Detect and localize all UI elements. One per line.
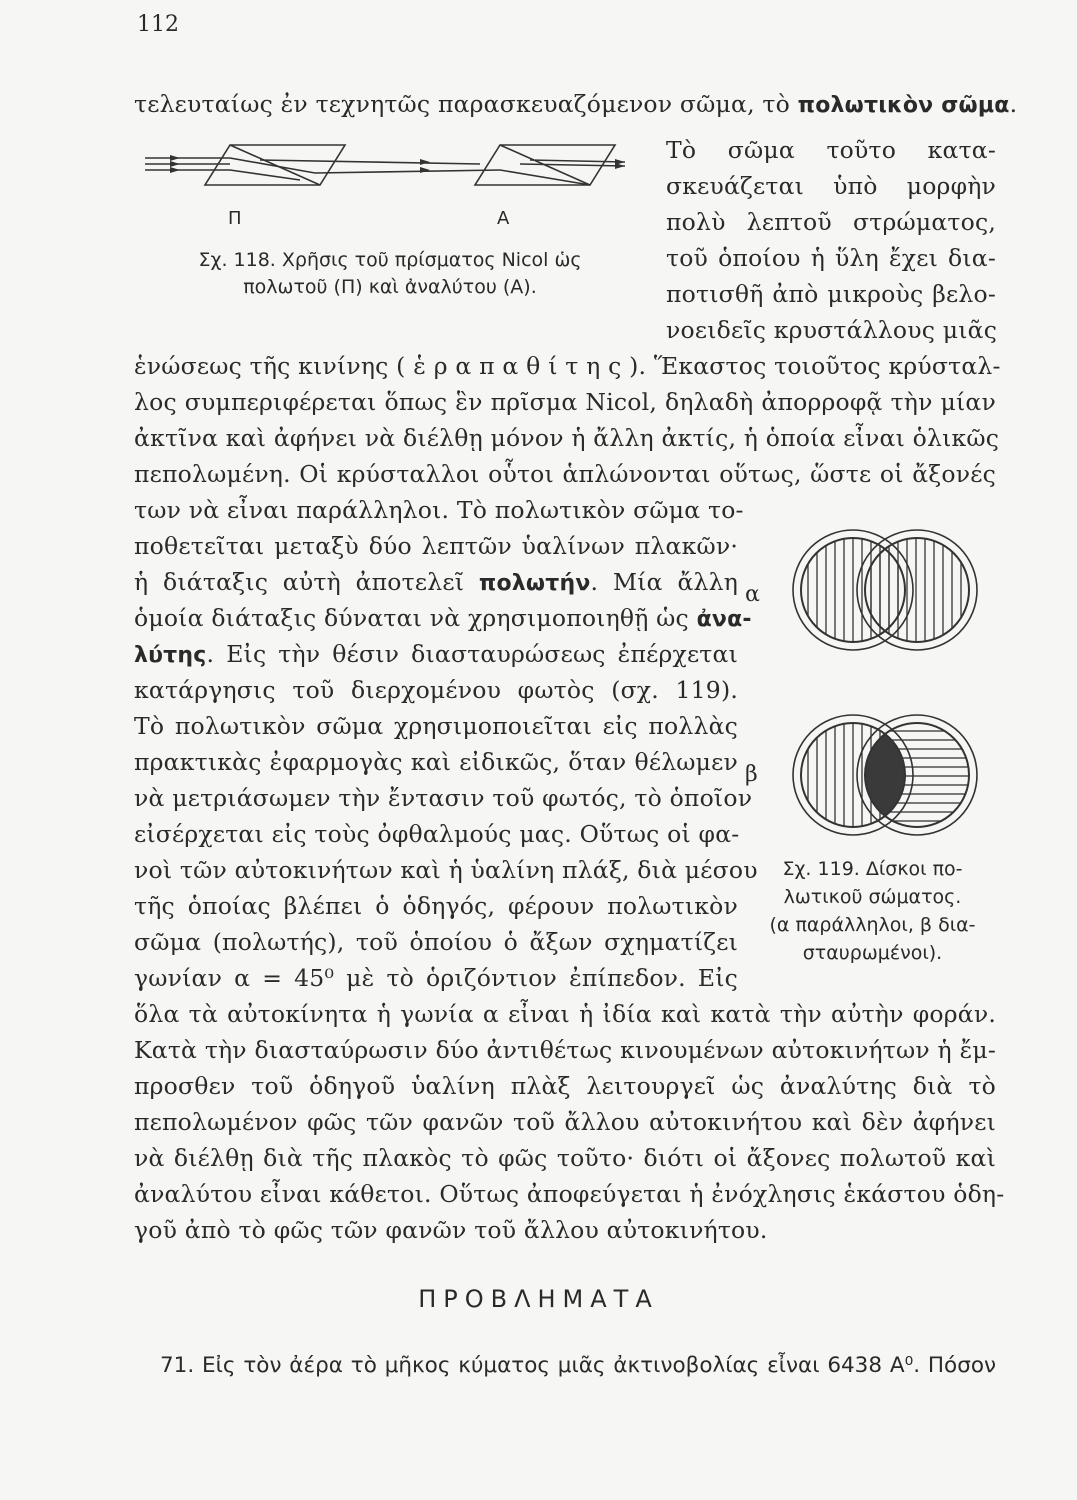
section-heading: ΠΡΟΒΛΗΜΑΤΑ <box>418 1285 659 1313</box>
text-line: κατάργησις τοῦ διερχομένου φωτὸς (σχ. 119). <box>134 676 738 704</box>
text-line: νοειδεῖς κρυστάλλους μιᾶς <box>666 316 998 344</box>
text-line: πρακτικὰς ἐφαρμογὰς καὶ εἰδικῶς, ὅταν θέλωμεν <box>134 748 738 776</box>
text-line: ἀκτῖνα καὶ ἀφήνει νὰ διέλθῃ μόνον ἡ ἄλλη ἀκτίς, ἡ ὁποία εἶναι ὁλικῶς <box>134 424 1000 452</box>
page-number: 112 <box>137 12 179 37</box>
text-line: των νὰ εἶναι παράλληλοι. Τὸ πολωτικὸν σῶμα το- <box>134 496 744 524</box>
disc-pair-crossed <box>793 715 995 835</box>
problem-71: 71. Εἰς τὸν ἀέρα τὸ μῆκος κύματος μιᾶς ἀκτινοβολίας εἶναι 6438 Α⁰. Πόσον <box>160 1353 996 1378</box>
text-line: σῶμα (πολωτής), τοῦ ὁποίου ὁ ἄξων σχηματίζει <box>134 928 738 956</box>
text-line: νοὶ τῶν αὐτοκινήτων καὶ ἡ ὑαλίνη πλάξ, διὰ μέσου <box>134 856 758 884</box>
text-line: πεπολωμένη. Οἱ κρύσταλλοι οὗτοι ἁπλώνονται οὕτως, ὥστε οἱ ἄξονές <box>134 460 996 488</box>
term-polarizing-body: πολωτικὸν σῶμα <box>797 93 1010 118</box>
text-line: πολὺ λεπτοῦ στρώματος, <box>666 208 996 236</box>
text-line: νὰ μετριάσωμεν τὴν ἔντασιν τοῦ φωτός, τὸ ὁποῖον <box>134 784 753 812</box>
text-line: πεπολωμένον φῶς τῶν φανῶν τοῦ ἄλλου αὐτοκινήτου καὶ δὲν ἀφήνει <box>134 1108 996 1136</box>
label-beta: β <box>745 762 758 787</box>
text-line: ὅλα τὰ αὐτοκίνητα ἡ γωνία α εἶναι ἡ ἰδία καὶ κατὰ τὴν αὐτὴν φοράν. <box>134 1000 996 1028</box>
text-line: ποτισθῆ ἀπὸ μικροὺς βελο- <box>666 280 996 308</box>
label-alpha: α <box>745 582 760 607</box>
text-line: τοῦ ὁποίου ἡ ὕλη ἔχει δια- <box>666 244 996 272</box>
text-line: ἀναλύτου εἶναι κάθετοι. Οὕτως ἀποφεύγεται ἡ ἐνόχλησις ἑκάστου ὁδη- <box>134 1180 1005 1208</box>
term-analyzer: ἀνα- <box>696 607 752 632</box>
figure-119-caption: Σχ. 119. Δίσκοι πο- λωτικοῦ σώματος. (α παράλληλοι, β δια- σταυρωμένοι). <box>769 858 976 964</box>
text-line: λος συμπεριφέρεται ὅπως ἓν πρῖσμα Nicol, δηλαδὴ ἀπορροφᾷ τὴν μίαν <box>134 388 996 416</box>
label-analyzer: Α <box>497 208 510 229</box>
text-line: ἡ διάταξις αὐτὴ ἀποτελεῖ πολωτήν. Μία ἄλλη <box>134 568 738 596</box>
term-polarizer: πολωτήν <box>478 571 591 596</box>
text-line: γοῦ ἀπὸ τὸ φῶς τῶν φανῶν τοῦ ἄλλου αὐτοκινήτου. <box>134 1216 768 1244</box>
text-line: ποθετεῖται μεταξὺ δύο λεπτῶν ὑαλίνων πλακῶν· <box>134 532 738 560</box>
text-line: Κατὰ τὴν διασταύρωσιν δύο ἀντιθέτως κινουμένων αὐτοκινήτων ἡ ἔμ- <box>134 1036 996 1064</box>
figure-118-diagram <box>140 140 640 200</box>
figure-118-caption: Σχ. 118. Χρῆσις τοῦ πρίσματος Nicol ὡς πολωτοῦ (Π) καὶ ἀναλύτου (Α). <box>198 249 582 298</box>
disc-pair-parallel <box>793 530 995 650</box>
label-polarizer: Π <box>228 208 242 229</box>
text-line: Τὸ πολωτικὸν σῶμα χρησιμοποιεῖται εἰς πολλὰς <box>134 712 738 740</box>
figure-119-diagram <box>795 520 995 850</box>
text-line: Τὸ σῶμα τοῦτο κατα- <box>666 136 996 164</box>
text-line: ἑνώσεως τῆς κινίνης ( ἑ ρ α π α θ ί τ η ς ). Ἕκαστος τοιοῦτος κρύσταλ- <box>134 352 1001 380</box>
text-line: γωνίαν α = 45⁰ μὲ τὸ ὁριζόντιον ἐπίπεδον. Εἰς <box>134 964 738 992</box>
text-line: τῆς ὁποίας βλέπει ὁ ὁδηγός, φέρουν πολωτικὸν <box>134 892 738 920</box>
text-line: λύτης. Εἰς τὴν θέσιν διασταυρώσεως ἐπέρχεται <box>134 640 738 668</box>
text-line: εἰσέρχεται εἰς τοὺς ὀφθαλμούς μας. Οὕτως οἱ φα- <box>134 820 740 848</box>
text-line: νὰ διέλθῃ διὰ τῆς πλακὸς τὸ φῶς τοῦτο· διότι οἱ ἄξονες πολωτοῦ καὶ <box>134 1144 996 1172</box>
intro-line: τελευταίως ἐν τεχνητῶς παρασκευαζόμενον σῶμα, τὸ πολωτικὸν σῶμα. <box>134 90 1018 118</box>
text-line: προσθεν τοῦ ὁδηγοῦ ὑαλίνη πλὰξ λειτουργεῖ ὡς ἀναλύτης διὰ τὸ <box>134 1072 996 1100</box>
text-line: ὁμοία διάταξις δύναται νὰ χρησιμοποιηθῇ ὡς ἀνα- <box>134 604 752 632</box>
text-line: σκευάζεται ὑπὸ μορφὴν <box>666 172 996 200</box>
